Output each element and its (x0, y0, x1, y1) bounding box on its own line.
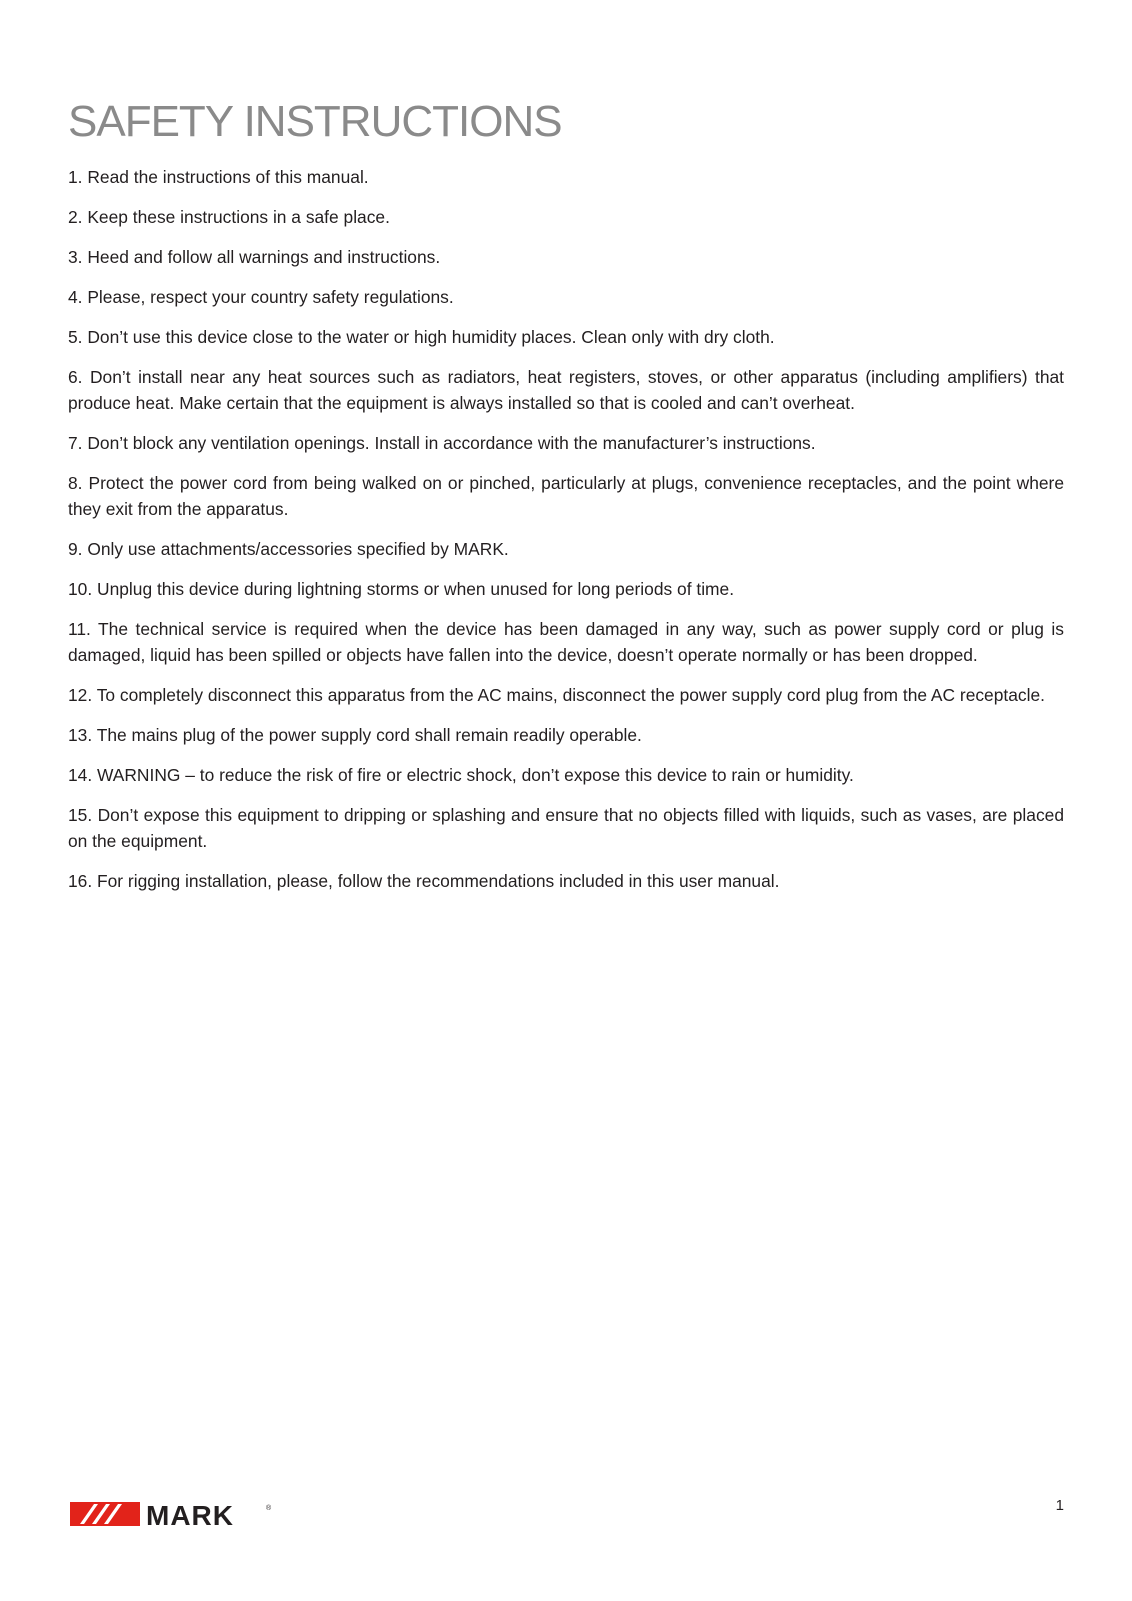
instruction-item: 6. Don’t install near any heat sources such as radiators, heat registers, stoves, or other apparatus (including amplifiers) that produce heat. Make certain that the equipment is always installed so that is cooled and can’t overheat. (68, 367, 1064, 413)
instruction-item: 13. The mains plug of the power supply cord shall remain readily operable. (68, 725, 642, 745)
logo-wordmark: MARK (146, 1500, 234, 1528)
instruction-item: 7. Don’t block any ventilation openings. Install in accordance with the manufacturer’s instructions. (68, 433, 816, 453)
svg-text:®: ® (266, 1505, 272, 1512)
instruction-item: 14. WARNING – to reduce the risk of fire or electric shock, don’t expose this device to rain or humidity. (68, 765, 854, 785)
instruction-item: 9. Only use attachments/accessories specified by MARK. (68, 539, 509, 559)
instruction-item: 16. For rigging installation, please, follow the recommendations included in this user manual. (68, 871, 780, 891)
instruction-item: 1. Read the instructions of this manual. (68, 167, 369, 187)
instruction-item: 2. Keep these instructions in a safe place. (68, 207, 390, 227)
page-number: 1 (1055, 1497, 1064, 1514)
instruction-item: 10. Unplug this device during lightning storms or when unused for long periods of time. (68, 579, 735, 599)
instruction-item: 15. Don’t expose this equipment to dripping or splashing and ensure that no objects filled with liquids, such as vases, are placed on the equipment. (68, 805, 1064, 851)
instruction-item: 4. Please, respect your country safety regulations. (68, 287, 454, 307)
instruction-item: 11. The technical service is required when the device has been damaged in any way, such as power supply cord or plug is damaged, liquid has been spilled or objects have fallen into the device, doesn’t operate normally or has been dropped. (68, 619, 1064, 665)
mark-logo (70, 1500, 280, 1528)
instruction-item: 5. Don’t use this device close to the water or high humidity places. Clean only with dry cloth. (68, 327, 775, 347)
page-footer (0, 1496, 1132, 1536)
instruction-item: 12. To completely disconnect this apparatus from the AC mains, disconnect the power supply cord plug from the AC receptacle. (68, 685, 1045, 705)
page-title: SAFETY INSTRUCTIONS (68, 97, 562, 146)
instruction-list (68, 164, 1064, 894)
instruction-item: 3. Heed and follow all warnings and instructions. (68, 247, 441, 267)
instruction-item: 8. Protect the power cord from being walked on or pinched, particularly at plugs, convenience receptacles, and the point where they exit from the apparatus. (68, 473, 1064, 519)
